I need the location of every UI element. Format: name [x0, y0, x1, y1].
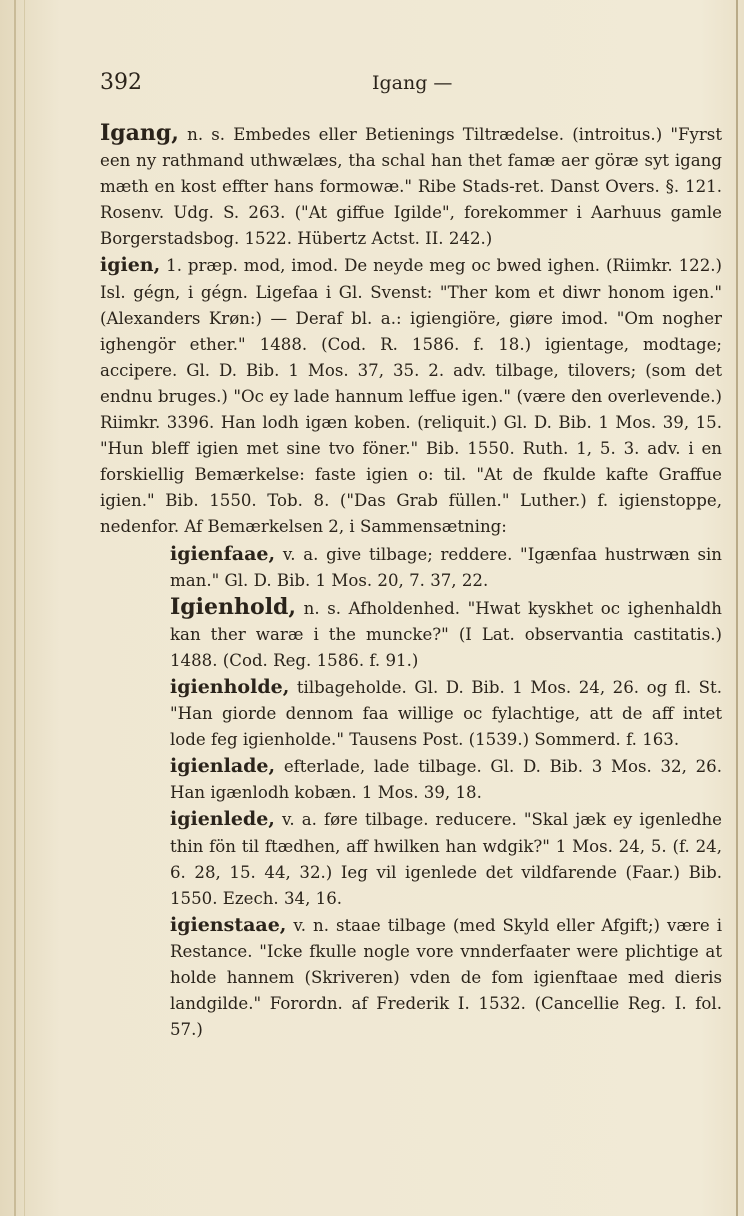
entry-igienlade: [100, 753, 722, 806]
entry-body: efterlade, lade tilbage. Gl. D. Bib. 3 Mos. 32, 26. Han igænlodh kobæn. 1 Mos. 39, 18.: [170, 757, 722, 803]
running-head: Igang —: [372, 72, 453, 94]
entry-igienhold: [100, 594, 722, 674]
headword: Igang,: [100, 120, 179, 146]
headword: igienholde,: [170, 675, 290, 698]
headword: igienstaae,: [170, 913, 287, 936]
entry-igienfaae: [100, 541, 722, 594]
entry-body: v. a. give tilbage; reddere. "Igænfaa hustrwæn sin man." Gl. D. Bib. 1 Mos. 20, 7. 37, 22.: [170, 544, 722, 590]
entry-body: v. n. staae tilbage (med Skyld eller Afgift;) være i Restance. "Icke fkulle nogle vore vnnderfaater were plichtige at holde hannem (Skriveren) vden de fom igienftaae med dieris landgilde." Forordn. af Frederik I. 1532. (Cancellie Reg. I. fol. 57.): [170, 915, 722, 1040]
entry-igienholde: [100, 674, 722, 753]
page-edge: [736, 0, 738, 1216]
entry-igang: [100, 120, 722, 252]
headword: igienlade,: [170, 755, 276, 778]
binding-line: [14, 0, 16, 1216]
entry-body: 1. præp. mod, imod. De neyde meg oc bwed ighen. (Riimkr. 122.) Isl. gégn, i gégn. Ligefaa i Gl. Svenst: "Ther kom et diwr honom igen." (Alexanders Krøn:) — Deraf bl. a.: igiengiöre, giøre imod. "Om nogher ighengör ether." 1488. (Cod. R. 1586. f. 18.) igientage, modtage; accipere. Gl. D. Bib. 1 Mos. 37, 35. 2. adv. tilbage, tilovers; (som det endnu bruges.) "Oc ey lade hannum leffue igen." (være den overlevende.) Riimkr. 3396. Han lodh igæn koben. (reliquit.) Gl. D. Bib. 1 Mos. 39, 15. "Hun bleff igien met sine tvo föner." Bib. 1550. Ruth. 1, 5. 3. adv. i en forskiellig Bemærkelse: faste igien o: til. "At de fkulde kafte Graffue igien." Bib. 1550. Tob. 8. ("Das Grab füllen." Luther.) f. igienstoppe, nedenfor. Af Bemærkelsen 2, i Sammensætning:: [100, 256, 722, 537]
headword: igienlede,: [170, 808, 275, 831]
entry-igienstaae: [100, 912, 722, 1043]
entry-igien: [100, 252, 722, 540]
page-number: 392: [100, 70, 142, 95]
headword: igienfaae,: [170, 542, 276, 565]
entry-body: n. s. Afholdenhed. "Hwat kyskhet oc ighenhaldh kan ther waræ i the muncke?" (I Lat. observantia castitatis.) 1488. (Cod. Reg. 1586. f. 91.): [170, 598, 722, 670]
entry-body: v. a. føre tilbage. reducere. "Skal jæk ey igenledhe thin fön til ftædhen, aff hwilken han wdgik?" 1 Mos. 24, 5. (f. 24, 6. 28, 15. 44, 32.) Ieg vil igenlede det vildfarende (Faar.) Bib. 1550. Ezech. 34, 16.: [170, 810, 722, 908]
entry-body: tilbageholde. Gl. D. Bib. 1 Mos. 24, 26. og fl. St. "Han giorde dennom faa willige oc fylachtige, att de aff intet lode feg igienholde." Tausens Post. (1539.) Sommerd. f. 163.: [170, 677, 722, 750]
headword: igien,: [100, 254, 161, 277]
entry-igienlede: [100, 806, 722, 911]
dictionary-text: [100, 120, 722, 1043]
headword: Igienhold,: [170, 593, 297, 620]
entry-body: n. s. Embedes eller Betienings Tiltrædelse. (introitus.) "Fyrst een ny rathmand uthwælæs, tha schal han thet famæ aer göræ syt igang mæth en kost effter hans formowæ." Ribe Stads-ret. Danst Overs. §. 121. Rosenv. Udg. S. 263. ("At giffue Igilde", forekommer i Aarhuus gamle Borgerstadsbog. 1522. Hübertz Actst. II. 242.): [100, 125, 722, 249]
page-header: [0, 70, 744, 100]
binding-line-inner: [24, 0, 25, 1216]
